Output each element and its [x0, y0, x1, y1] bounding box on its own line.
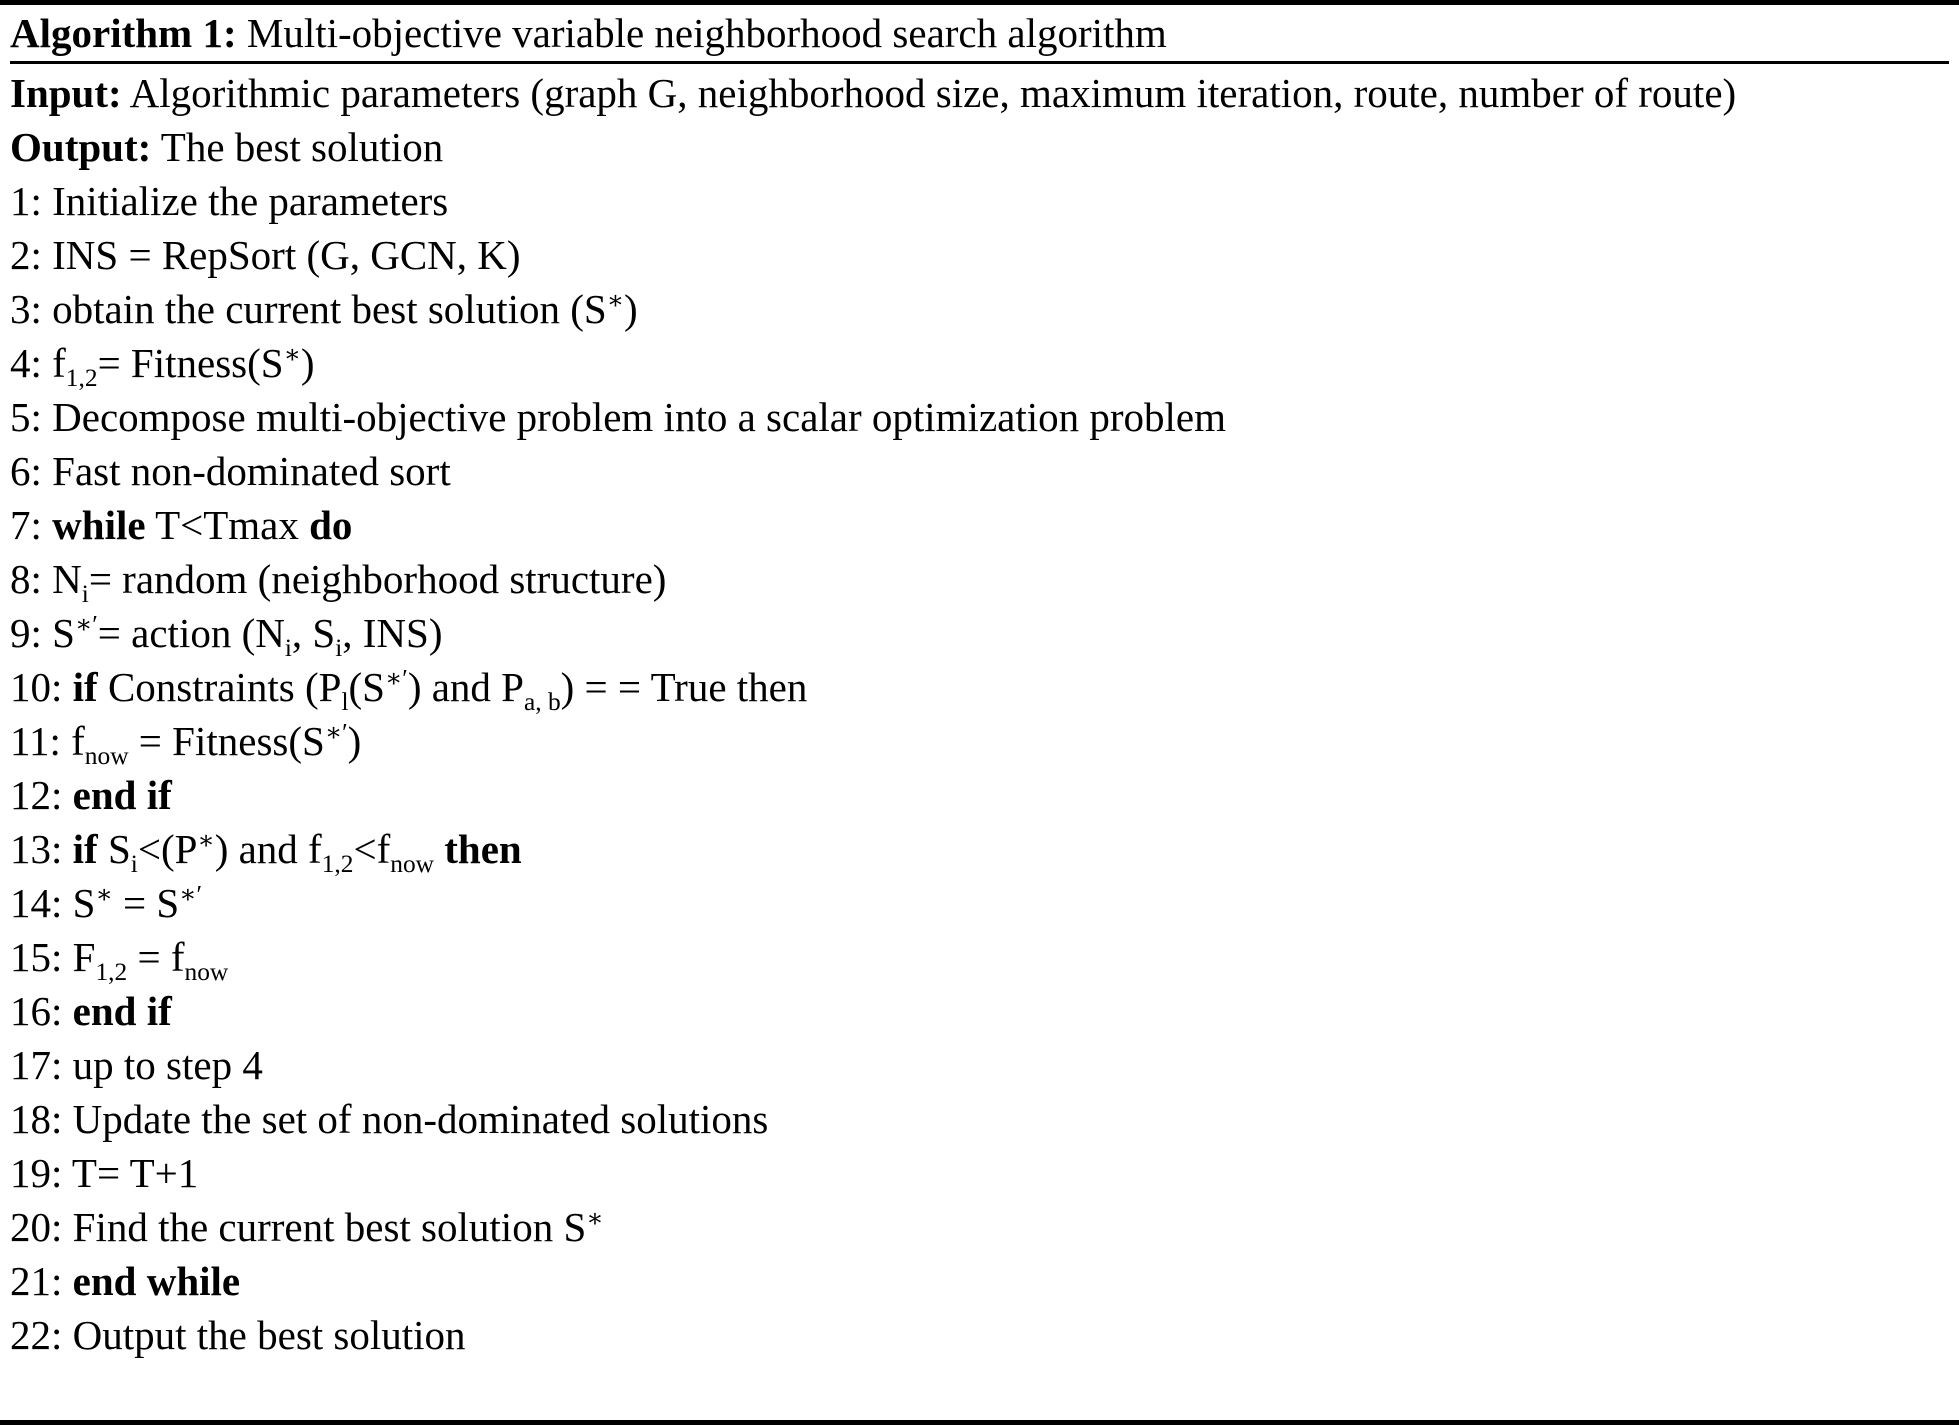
algorithm-text: Algorithmic parameters (graph G, neighborhood size, maximum iteration, route, number of route)	[121, 70, 1737, 116]
algorithm-text: 22: Output the best solution	[10, 1312, 466, 1358]
algorithm-text: 6: Fast non-dominated sort	[10, 448, 451, 494]
algorithm-text: 21:	[10, 1258, 73, 1304]
algorithm-text: 14: S	[10, 880, 96, 926]
algorithm-line	[10, 336, 1949, 393]
algorithm-text: ∗	[197, 826, 215, 855]
algorithm-line	[10, 1038, 1949, 1092]
algorithm-text: 5: Decompose multi-objective problem into a scalar optimization problem	[10, 394, 1227, 440]
algorithm-text: i	[130, 850, 138, 879]
algorithm-text: ) and f	[214, 826, 322, 872]
algorithm-text: ∗′	[179, 880, 202, 909]
algorithm-text: 1: Initialize the parameters	[10, 178, 449, 224]
algorithm-text: l	[341, 688, 349, 717]
algorithm-text: 12:	[10, 772, 73, 818]
keyword-text: while	[52, 502, 146, 548]
algorithm-text: ∗′	[324, 718, 348, 747]
algorithm-text: 13:	[10, 826, 73, 872]
algorithm-text: 3: obtain the current best solution (S	[10, 286, 607, 332]
algorithm-line	[10, 1146, 1949, 1200]
algorithm-text: , S	[291, 610, 336, 656]
keyword-text: if	[72, 826, 98, 872]
algorithm-text: ∗′	[384, 664, 408, 693]
algorithm-text	[434, 826, 444, 872]
algorithm-text: )	[300, 340, 315, 386]
algorithm-text: 4: f	[10, 340, 66, 386]
algorithm-title	[10, 5, 1949, 64]
algorithm-text: 20: Find the current best solution S	[10, 1204, 587, 1250]
algorithm-text: 9: S	[10, 610, 75, 656]
algorithm-text: = random (neighborhood structure)	[88, 556, 667, 602]
algorithm-line	[10, 120, 1949, 174]
algorithm-body	[10, 64, 1949, 1362]
algorithm-text: , INS)	[342, 610, 443, 656]
algorithm-line	[10, 822, 1949, 879]
algorithm-text: now	[390, 850, 435, 879]
algorithm-text: )	[347, 718, 362, 764]
algorithm-text: 1,2	[321, 850, 354, 879]
algorithm-line	[10, 1200, 1949, 1254]
keyword-text: Output:	[10, 124, 152, 170]
algorithm-line	[10, 660, 1949, 717]
algorithm-text: <f	[353, 826, 391, 872]
algorithm-text: Constraints (P	[97, 664, 342, 710]
algorithm-text: 7:	[10, 502, 53, 548]
algorithm-text: = action (N	[97, 610, 285, 656]
algorithm-text: = Fitness(S	[128, 718, 325, 764]
keyword-text: end if	[72, 988, 172, 1034]
algorithm-line	[10, 768, 1949, 822]
algorithm-text: i	[335, 634, 343, 663]
keyword-text: Algorithm 1:	[10, 10, 237, 56]
algorithm-text: = f	[127, 934, 185, 980]
algorithm-text: S	[97, 826, 131, 872]
algorithm-text: )	[623, 286, 638, 332]
algorithm-line	[10, 174, 1949, 228]
algorithm-text: i	[284, 634, 292, 663]
algorithm-line	[10, 1092, 1949, 1146]
algorithm-text: <(P	[137, 826, 198, 872]
algorithm-text: ∗′	[74, 610, 98, 639]
algorithm-text: 17: up to step 4	[10, 1042, 263, 1088]
algorithm-text: T<Tmax	[145, 502, 310, 548]
algorithm-line	[10, 1308, 1949, 1362]
algorithm-line	[10, 876, 1949, 930]
algorithm-text: 15: F	[10, 934, 96, 980]
algorithm-line	[10, 552, 1949, 609]
algorithm-text: 10:	[10, 664, 73, 710]
algorithm-text: 11: f	[10, 718, 85, 764]
algorithm-text: 18: Update the set of non-dominated solutions	[10, 1096, 769, 1142]
keyword-text: do	[309, 502, 353, 548]
algorithm-text: now	[84, 742, 129, 771]
algorithm-text: 8: N	[10, 556, 82, 602]
algorithm-text: ∗	[606, 286, 624, 315]
algorithm-line	[10, 930, 1949, 987]
algorithm-line	[10, 66, 1949, 120]
algorithm-line	[10, 984, 1949, 1038]
algorithm-text: = Fitness(S	[97, 340, 284, 386]
algorithm-text: = S	[112, 880, 180, 926]
algorithm-text: Multi-objective variable neighborhood search algorithm	[236, 10, 1167, 56]
algorithm-text: ) and P	[407, 664, 524, 710]
algorithm-text: 1,2	[65, 364, 98, 393]
keyword-text: Input:	[10, 70, 122, 116]
algorithm-line	[10, 390, 1949, 444]
algorithm-text: i	[81, 580, 89, 609]
keyword-text: then	[444, 826, 522, 872]
algorithm-text: ∗	[95, 880, 113, 909]
algorithm-text: ∗	[586, 1204, 604, 1233]
algorithm-line	[10, 444, 1949, 498]
keyword-text: end while	[72, 1258, 241, 1304]
algorithm-text: 1,2	[95, 958, 128, 987]
algorithm-line	[10, 498, 1949, 552]
keyword-text: if	[72, 664, 98, 710]
algorithm-text: 19: T= T+1	[10, 1150, 199, 1196]
algorithm-line	[10, 606, 1949, 663]
algorithm-line	[10, 1254, 1949, 1308]
algorithm-text: 16:	[10, 988, 73, 1034]
algorithm-line	[10, 714, 1949, 771]
algorithm-text: The best solution	[151, 124, 444, 170]
algorithm-text: ∗	[283, 340, 301, 369]
algorithm-text: now	[184, 958, 229, 987]
algorithm-line	[10, 228, 1949, 282]
keyword-text: end if	[72, 772, 172, 818]
algorithm-text: (S	[348, 664, 385, 710]
algorithm-text: ) = = True then	[560, 664, 808, 710]
algorithm-line	[10, 282, 1949, 336]
algorithm-text: 2: INS = RepSort (G, GCN, K)	[10, 232, 521, 278]
algorithm-text: a, b	[523, 688, 561, 717]
